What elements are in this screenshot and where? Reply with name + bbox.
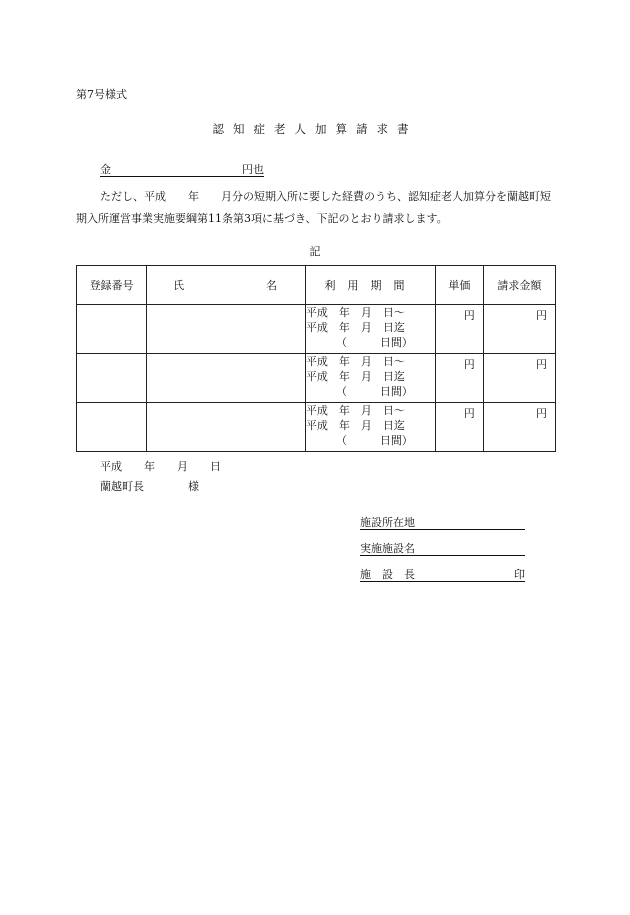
period-from: 平成 年 月 日～ — [305, 404, 405, 417]
header-name-right: 名 — [265, 279, 277, 292]
table-row — [77, 403, 556, 452]
unit-price-cell: 円 — [436, 403, 484, 452]
period-to: 平成 年 月 日迄 — [305, 321, 405, 334]
period-cell — [305, 403, 435, 452]
date-line: 平成 年 月 日 — [100, 460, 221, 473]
facility-name-label: 実施施設名 — [360, 542, 415, 555]
body-paragraph: ただし、平成 年 月分の短期入所に要した経費のうち、認知症老人加算分を蘭越町短期入所運営事業実施要綱第11条第3項に基づき、下記のとおり請求します。 — [76, 190, 551, 225]
unit-price-cell: 円 — [436, 305, 484, 354]
period-days: （ 日間） — [335, 336, 413, 349]
seal-mark: 印 — [514, 568, 525, 581]
header-unit-price: 単価 — [436, 266, 484, 305]
facility-location-line — [360, 514, 525, 530]
header-name-left: 氏 — [173, 279, 185, 292]
header-period: 利用期間 — [305, 266, 435, 305]
table-row — [77, 354, 556, 403]
amount-cell: 円 — [483, 305, 555, 354]
header-name — [147, 266, 306, 305]
amount-cell: 円 — [483, 354, 555, 403]
period-from: 平成 年 月 日～ — [305, 306, 405, 319]
document-title: 認知症老人加算請求書 — [212, 122, 418, 136]
form-number: 第7号様式 — [76, 88, 127, 101]
reg-no-cell — [77, 354, 147, 403]
header-amount: 請求金額 — [483, 266, 555, 305]
period-days: （ 日間） — [335, 434, 413, 447]
amount-suffix: 円也 — [242, 163, 264, 176]
period-days: （ 日間） — [335, 385, 413, 398]
name-cell — [147, 403, 306, 452]
facility-name-line — [360, 540, 525, 556]
unit-price-cell: 円 — [436, 354, 484, 403]
table-row — [77, 305, 556, 354]
name-cell — [147, 305, 306, 354]
period-from: 平成 年 月 日～ — [305, 355, 405, 368]
reg-no-cell — [77, 305, 147, 354]
ki-heading: 記 — [309, 245, 321, 258]
amount-cell: 円 — [483, 403, 555, 452]
period-to: 平成 年 月 日迄 — [305, 419, 405, 432]
facility-head-label: 施 設 長 — [360, 568, 415, 581]
header-reg-no: 登録番号 — [77, 266, 147, 305]
table-header-row — [77, 266, 556, 305]
amount-prefix: 金 — [100, 163, 111, 176]
reg-no-cell — [77, 403, 147, 452]
period-cell — [305, 354, 435, 403]
facility-head-line — [360, 566, 525, 582]
facility-location-label: 施設所在地 — [360, 516, 415, 529]
claim-table — [76, 265, 556, 452]
addressee: 蘭越町長 様 — [100, 480, 199, 493]
period-to: 平成 年 月 日迄 — [305, 370, 405, 383]
name-cell — [147, 354, 306, 403]
period-cell — [305, 305, 435, 354]
amount-line — [100, 161, 264, 177]
